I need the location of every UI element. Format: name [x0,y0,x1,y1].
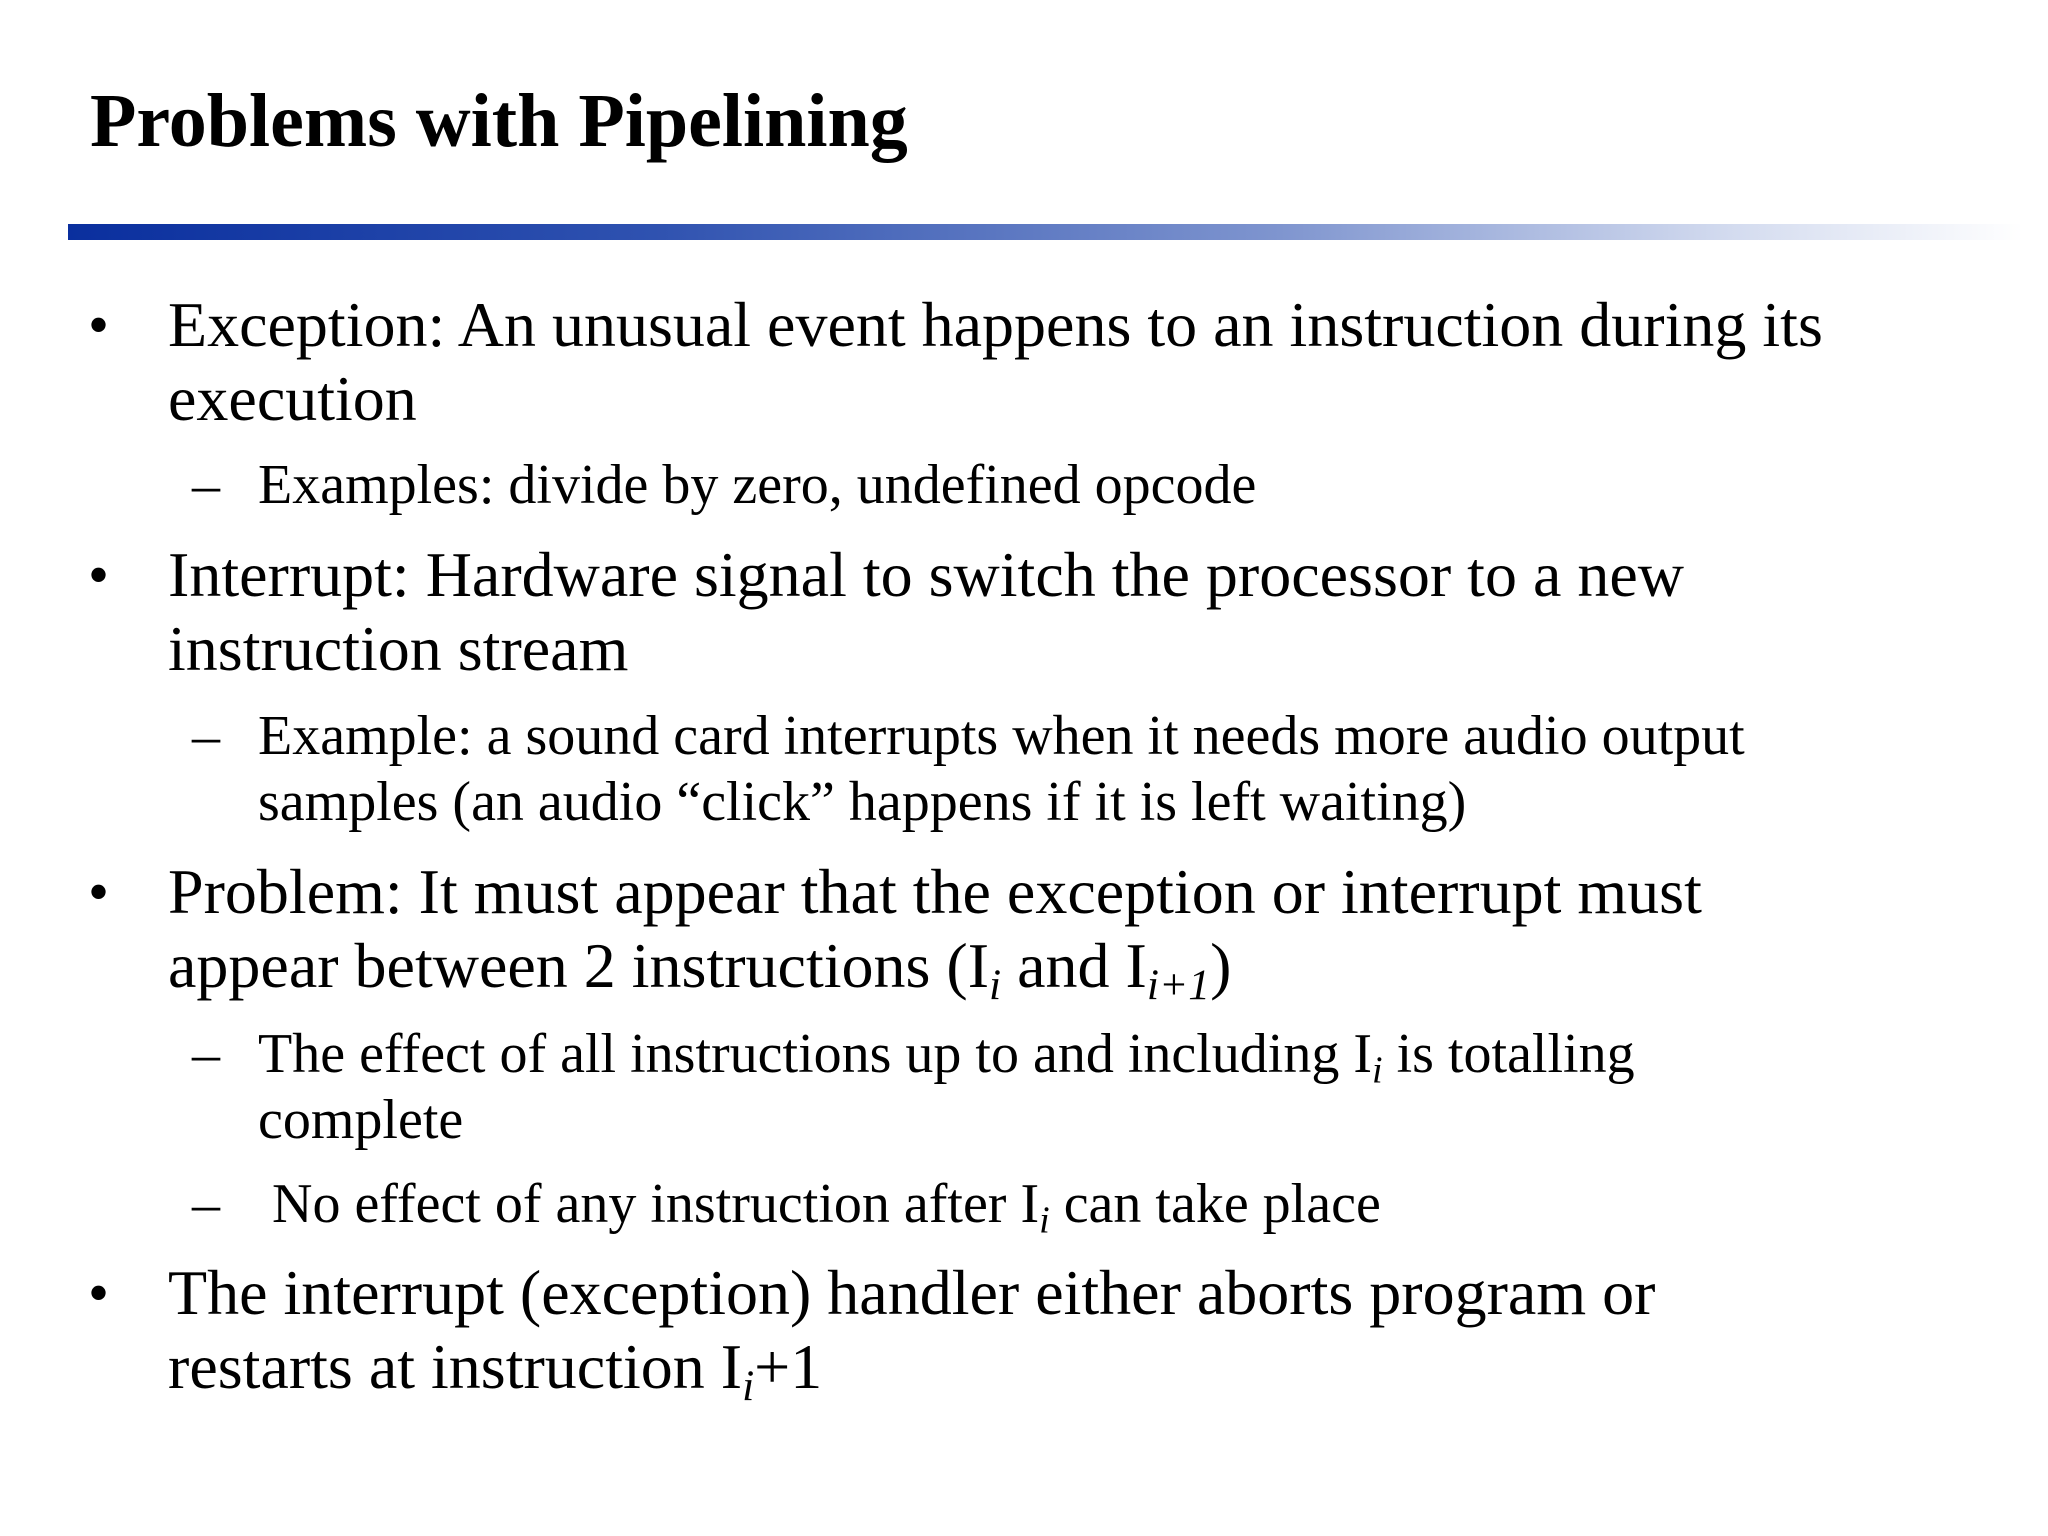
text-run: No effect of any instruction after I [258,1173,1040,1235]
text-run: is totalling [1382,1023,1635,1085]
sub-text [258,1021,1635,1092]
subscript-i: i [742,1362,755,1411]
sub-text: samples (an audio “click” happens if it is left waiting) [258,771,1467,833]
sub-dash: – [192,1023,220,1085]
subscript-i: i [1039,1199,1050,1242]
text-run: and I [1001,930,1147,1001]
subscript-i: i [1372,1049,1383,1092]
text-run: appear between 2 instructions (I [168,930,990,1001]
sub-text: Example: a sound card interrupts when it needs more audio output [258,705,1745,767]
text-run: ) [1210,930,1232,1001]
bullet-text [168,929,1232,1010]
text-run: can take place [1049,1173,1381,1235]
bullet-dot: • [88,542,110,608]
sub-text: Examples: divide by zero, undefined opcode [258,454,1257,516]
bullet-text [168,1330,823,1411]
bullet-text: The interrupt (exception) handler either aborts program or [168,1257,1656,1328]
sub-dash: – [192,1173,220,1235]
bullet-text: Exception: An unusual event happens to an instruction during its [168,289,1823,360]
bullet-text: Problem: It must appear that the exception or interrupt must [168,856,1702,927]
sub-dash: – [192,454,220,516]
sub-dash: – [192,705,220,767]
bullet-dot: • [88,292,110,358]
sub-text [258,1171,1381,1242]
subscript-i-plus-1: i+1 [1146,961,1211,1010]
text-run: restarts at instruction I [168,1331,743,1402]
text-run: The effect of all instructions up to and including I [258,1023,1373,1085]
bullet-text: execution [168,363,417,434]
slide-title: Problems with Pipelining [90,79,908,163]
bullet-text: Interrupt: Hardware signal to switch the processor to a new [168,539,1684,610]
subscript-i: i [989,961,1002,1010]
bullet-text: instruction stream [168,613,629,684]
bullet-dot: • [88,859,110,925]
sub-text: complete [258,1089,464,1151]
bullet-dot: • [88,1260,110,1326]
text-run: +1 [754,1331,823,1402]
